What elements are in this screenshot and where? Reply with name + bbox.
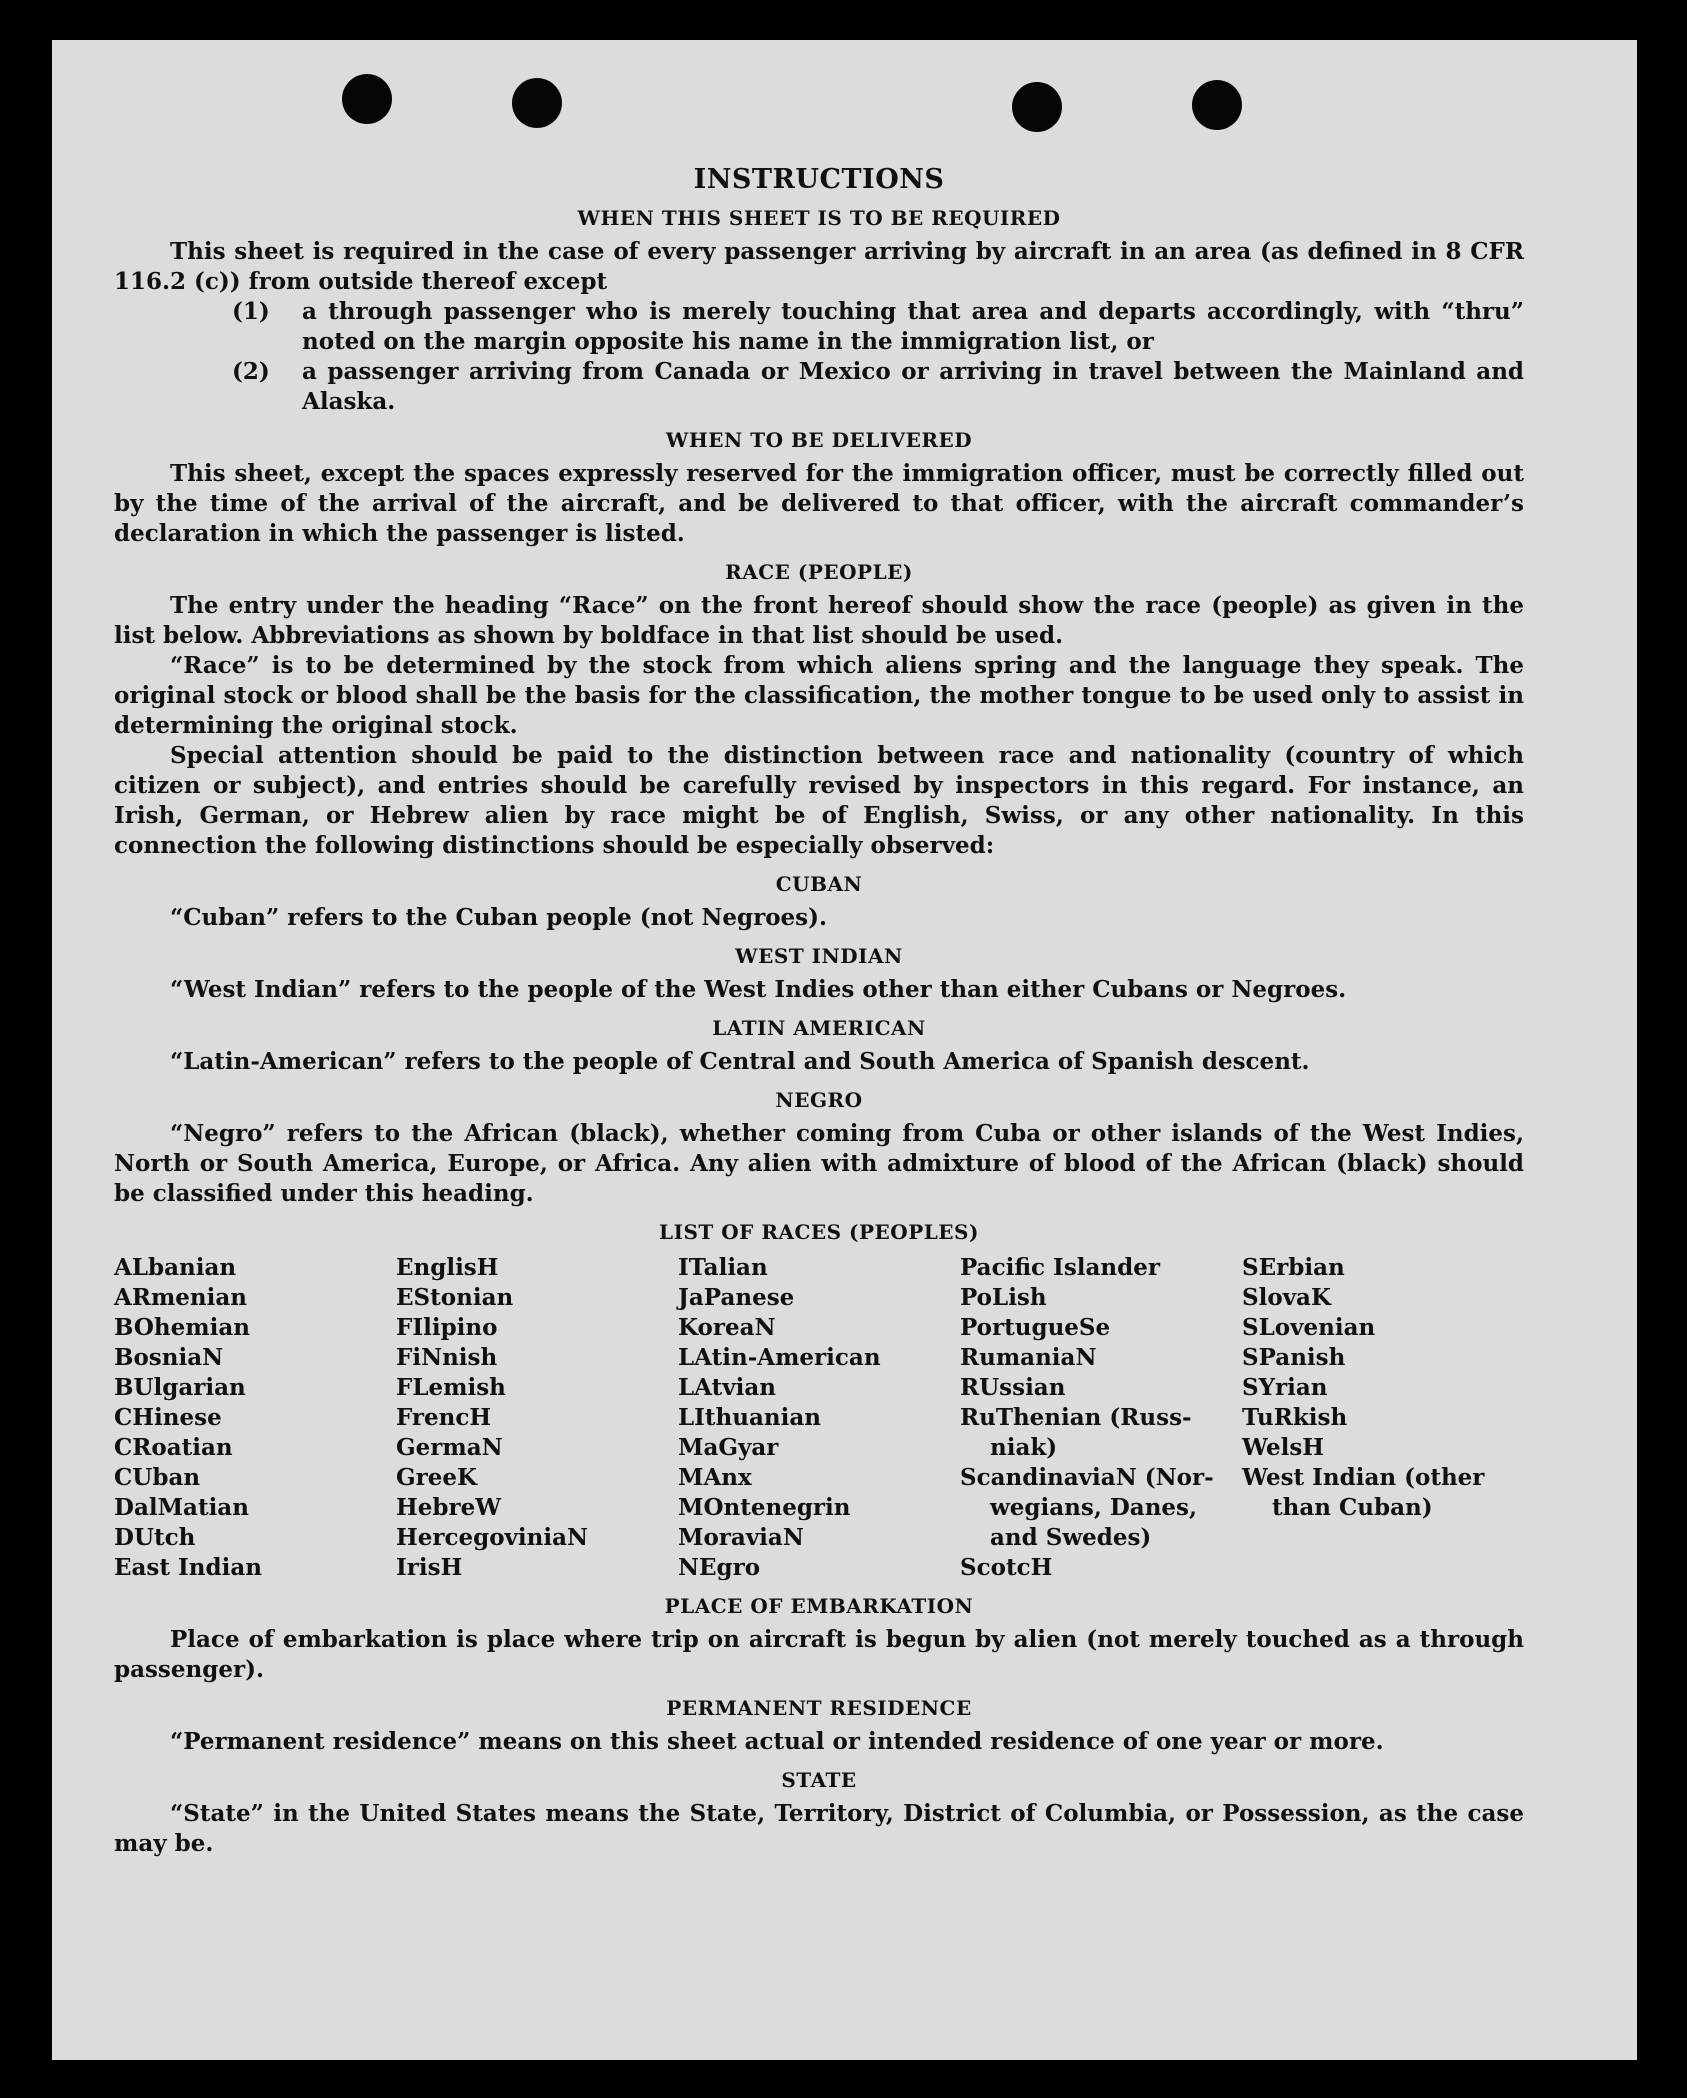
races-column [678,1253,960,1583]
race-entry: IrisH [396,1554,463,1581]
paragraph: “Negro” refers to the African (black), whether coming from Cuba or other islands of the West Indies, North or South America, Europe, or Africa. Any alien with admixture of blood of the African (black) should be classified under this heading. [114,1120,1524,1207]
page-title: INSTRUCTIONS [693,164,945,195]
race-entry: RUssian [960,1374,1066,1401]
item-number: (2) [232,358,270,385]
paragraph: The entry under the heading “Race” on the front hereof should show the race (people) as given in the list below. Abbreviations as shown by boldface in that list should be used. [114,592,1524,649]
race-entry: PortugueSe [960,1314,1111,1341]
race-entry: JaPanese [678,1284,795,1311]
section-heading-when-required: WHEN THIS SHEET IS TO BE REQUIRED [577,206,1061,230]
race-entry: MaGyar [678,1434,779,1461]
race-entry: than Cuban) [1272,1494,1433,1521]
race-entry: wegians, Danes, [990,1494,1197,1521]
race-entry: BosniaN [114,1344,224,1371]
paragraph: “State” in the United States means the State, Territory, District of Columbia, or Possession, as the case may be. [114,1800,1524,1857]
paragraph: Place of embarkation is place where trip on aircraft is begun by alien (not merely touched as a through passenger). [114,1626,1524,1683]
race-entry: HebreW [396,1494,502,1521]
section-heading-negro: NEGRO [775,1088,863,1112]
section-heading-cuban: CUBAN [775,872,863,896]
race-entry: GermaN [396,1434,503,1461]
races-list [114,1253,1524,1583]
race-entry: FLemish [396,1374,506,1401]
races-column [396,1253,678,1583]
race-entry: RumaniaN [960,1344,1097,1371]
race-entry: BUlgarian [114,1374,246,1401]
race-entry: and Swedes) [990,1524,1152,1551]
list-item [232,357,1524,417]
race-entry: West Indian (other [1242,1464,1485,1491]
race-entry: FIlipino [396,1314,498,1341]
race-entry: MAnx [678,1464,752,1491]
section-heading-permanent-residence: PERMANENT RESIDENCE [666,1696,972,1720]
race-entry: East Indian [114,1554,262,1581]
race-entry: GreeK [396,1464,478,1491]
race-entry: FrencH [396,1404,492,1431]
race-entry: DalMatian [114,1494,249,1521]
race-entry: WelsH [1242,1434,1325,1461]
race-entry: SlovaK [1242,1284,1331,1311]
race-entry: ARmenian [114,1284,248,1311]
race-entry: DUtch [114,1524,196,1551]
race-entry: KoreaN [678,1314,776,1341]
race-entry: RuThenian (Russ- [960,1404,1192,1431]
punch-hole [512,78,562,128]
race-entry: SYrian [1242,1374,1328,1401]
race-entry: BOhemian [114,1314,250,1341]
race-entry: EStonian [396,1284,514,1311]
item-text: a passenger arriving from Canada or Mexico or arriving in travel between the Mainland and Alaska. [302,358,1524,415]
paragraph: “Permanent residence” means on this sheet actual or intended residence of one year or more. [170,1728,1384,1755]
paragraph: Special attention should be paid to the distinction between race and nationality (country of which citizen or subject), and entries should be carefully revised by inspectors in this regard. For instance, an Irish, German, or Hebrew alien by race might be of English, Swiss, or any other nationality. In this connection the following distinctions should be especially observed: [114,742,1524,859]
race-entry: ScandinaviaN (Nor- [960,1464,1214,1491]
race-entry: Pacific Islander [960,1254,1160,1281]
punch-hole [342,74,392,124]
race-entry: ITalian [678,1254,768,1281]
race-entry: NEgro [678,1554,761,1581]
race-entry: LAtvian [678,1374,776,1401]
document-sheet [52,40,1637,2060]
race-entry: LIthuanian [678,1404,821,1431]
list-item [232,297,1524,357]
race-entry: TuRkish [1242,1404,1348,1431]
section-heading-list-of-races: LIST OF RACES (PEOPLES) [659,1220,979,1244]
race-entry: SLovenian [1242,1314,1376,1341]
race-entry: CHinese [114,1404,222,1431]
race-entry: HercegoviniaN [396,1524,589,1551]
item-number: (1) [232,298,270,325]
races-column [960,1253,1242,1583]
paragraph: “Race” is to be determined by the stock from which aliens spring and the language they speak. The original stock or blood shall be the basis for the classification, the mother tongue to be used only to assist in determining the original stock. [114,652,1524,739]
section-heading-when-delivered: WHEN TO BE DELIVERED [665,428,973,452]
instructions-content [114,165,1524,1859]
paragraph: “West Indian” refers to the people of the West Indies other than either Cubans or Negroes. [170,976,1347,1003]
item-text: a through passenger who is merely touching that area and departs accordingly, with “thru” noted on the margin opposite his name in the immigration list, or [302,298,1524,355]
race-entry: ScotcH [960,1554,1053,1581]
paragraph: This sheet is required in the case of every passenger arriving by aircraft in an area (as defined in 8 CFR 116.2 (c)) from outside thereof except [114,238,1524,295]
race-entry: EnglisH [396,1254,499,1281]
race-entry: CRoatian [114,1434,233,1461]
races-column [1242,1253,1524,1583]
section-heading-latin-american: LATIN AMERICAN [712,1016,926,1040]
punch-hole [1192,80,1242,130]
race-entry: FiNnish [396,1344,498,1371]
race-entry: SErbian [1242,1254,1345,1281]
paragraph: “Latin-American” refers to the people of Central and South America of Spanish descent. [170,1048,1310,1075]
race-entry: CUban [114,1464,201,1491]
race-entry: LAtin-American [678,1344,881,1371]
section-heading-state: STATE [781,1768,857,1792]
race-entry: MOntenegrin [678,1494,851,1521]
race-entry: SPanish [1242,1344,1346,1371]
section-heading-race: RACE (PEOPLE) [725,560,913,584]
race-entry: PoLish [960,1284,1047,1311]
paragraph: “Cuban” refers to the Cuban people (not Negroes). [170,904,828,931]
race-entry: ALbanian [114,1254,237,1281]
races-column [114,1253,396,1583]
section-heading-west-indian: WEST INDIAN [735,944,903,968]
race-entry: niak) [990,1434,1058,1461]
race-entry: MoraviaN [678,1524,804,1551]
section-heading-embarkation: PLACE OF EMBARKATION [664,1594,974,1618]
punch-hole [1012,82,1062,132]
paragraph: This sheet, except the spaces expressly reserved for the immigration officer, must be correctly filled out by the time of the arrival of the aircraft, and be delivered to that officer, with the aircraft commander’s declaration in which the passenger is listed. [114,460,1524,547]
